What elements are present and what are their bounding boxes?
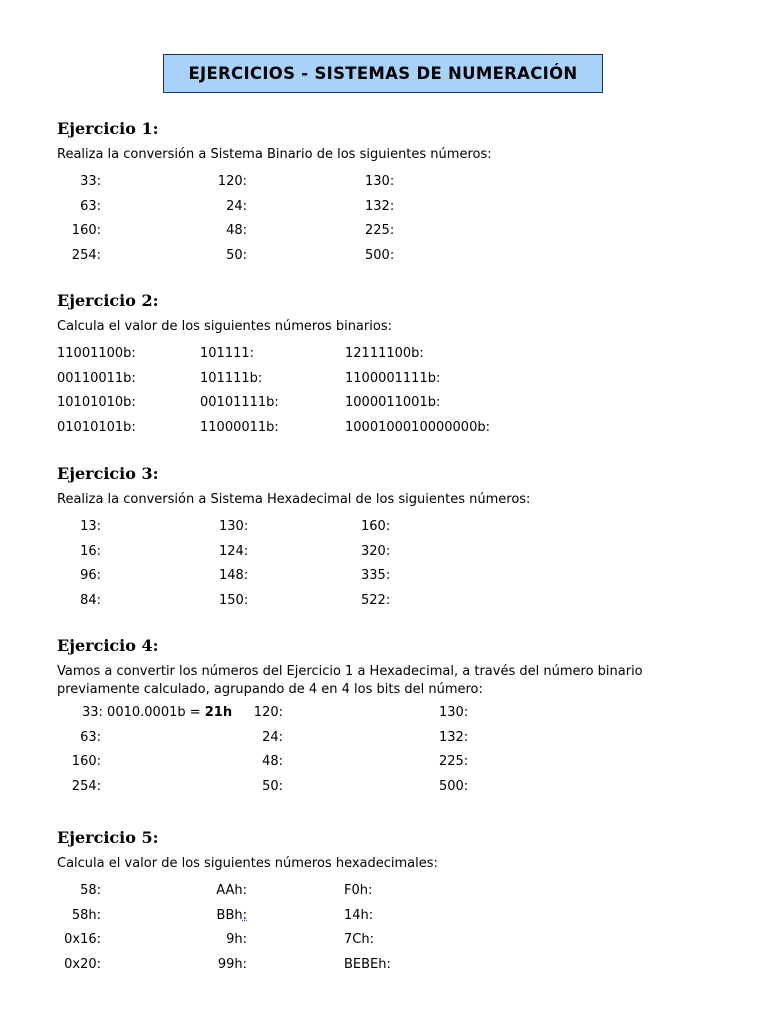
table-row (57, 195, 717, 220)
item: 1000100010000000b: (345, 419, 490, 435)
item: 58h: (71, 907, 101, 923)
item: F0h: (344, 883, 373, 898)
item: 101111b: (200, 370, 263, 386)
item: 48: (226, 223, 247, 238)
item: 99h: (217, 956, 247, 972)
table-row (57, 342, 717, 367)
item: 0x20: (64, 956, 101, 972)
item: 48: (262, 754, 283, 769)
item: 13: (80, 519, 101, 534)
item: 120: (253, 705, 283, 720)
exercise-3-intro: Realiza la conversión a Sistema Hexadecimal de los siguientes números: (57, 492, 531, 507)
item: 58: (80, 883, 101, 898)
item: 522: (361, 592, 391, 608)
exercise-3 (57, 464, 717, 613)
exercise-1-heading: Ejercicio 1: (57, 119, 159, 138)
example-prefix: 33: 0010.0001b = (82, 705, 205, 720)
exercise-4-grid (57, 701, 717, 799)
table-row (57, 879, 717, 904)
item: 150: (219, 592, 249, 608)
table-row (57, 540, 717, 565)
item: AAh: (216, 883, 247, 898)
item: 130: (439, 705, 469, 720)
exercise-1 (57, 119, 717, 268)
item: 50: (262, 778, 283, 794)
item: 132: (365, 198, 395, 214)
item: 16: (80, 543, 101, 559)
item: 124: (219, 543, 249, 559)
item: 225: (365, 223, 395, 238)
item: 101111: (200, 346, 255, 361)
item: 63: (80, 198, 101, 214)
item: 84: (80, 592, 101, 608)
table-row (57, 904, 717, 929)
exercise-5-intro: Calcula el valor de los siguientes números hexadecimales: (57, 856, 438, 871)
exercise-5 (57, 828, 717, 977)
exercise-1-intro: Realiza la conversión a Sistema Binario de los siguientes números: (57, 147, 492, 162)
exercise-1-grid (57, 170, 717, 268)
item: 160: (71, 754, 101, 769)
table-row (57, 170, 717, 195)
item: 24: (226, 198, 247, 214)
page-title: EJERCICIOS - SISTEMAS DE NUMERACIÓN (163, 54, 603, 93)
item: 335: (361, 568, 391, 583)
item: 00110011b: (57, 370, 136, 386)
item: 148: (219, 568, 249, 583)
item: 132: (439, 729, 469, 745)
table-row (57, 775, 717, 800)
item: 130: (365, 174, 395, 189)
item: 160: (71, 223, 101, 238)
item: 63: (80, 729, 101, 745)
item: 11000011b: (200, 419, 279, 435)
exercise-3-grid (57, 515, 717, 613)
example-result: 21h (204, 705, 233, 720)
exercise-5-heading: Ejercicio 5: (57, 828, 159, 847)
item: 00101111b: (200, 395, 279, 410)
table-row (57, 750, 717, 775)
exercise-4 (57, 636, 717, 799)
item: 14h: (344, 907, 374, 923)
item: 130: (219, 519, 249, 534)
table-row (57, 244, 717, 269)
item: 500: (365, 247, 395, 263)
item: 160: (361, 519, 391, 534)
table-row (57, 564, 717, 589)
exercise-2 (57, 291, 717, 440)
item: 96: (80, 568, 101, 583)
exercise-3-heading: Ejercicio 3: (57, 464, 159, 483)
table-row (57, 416, 717, 441)
table-row (57, 589, 717, 614)
exercise-2-grid (57, 342, 717, 440)
item: 24: (262, 729, 283, 745)
item: 120: (217, 174, 247, 189)
table-row (57, 726, 717, 751)
item: BEBEh: (344, 956, 391, 972)
table-row (57, 515, 717, 540)
item: 11001100b: (57, 346, 136, 361)
table-row (57, 391, 717, 416)
table-row (57, 953, 717, 978)
item: 1100001111b: (345, 370, 441, 386)
worked-example (82, 701, 232, 726)
item: 01010101b: (57, 419, 136, 435)
item: 12111100b: (345, 346, 424, 361)
item: 33: (80, 174, 101, 189)
underlined-colon: : (242, 907, 247, 923)
item: 500: (439, 778, 469, 794)
exercise-2-intro: Calcula el valor de los siguientes números binarios: (57, 319, 392, 334)
item: 225: (439, 754, 469, 769)
item: 7Ch: (344, 932, 374, 947)
item-text: BBh (216, 907, 243, 923)
item: 254: (71, 247, 101, 263)
table-row (57, 219, 717, 244)
table-row (57, 367, 717, 392)
item: 9h: (226, 932, 247, 947)
table-row (57, 701, 717, 726)
exercise-5-grid (57, 879, 717, 977)
item: 10101010b: (57, 395, 136, 410)
item: 254: (71, 778, 101, 794)
item: 50: (226, 247, 247, 263)
exercise-4-intro: Vamos a convertir los números del Ejercicio 1 a Hexadecimal, a través del número binario previamente calculado, agrupando de 4 en 4 los bits del número: (57, 664, 643, 697)
exercise-2-heading: Ejercicio 2: (57, 291, 159, 310)
item: 1000011001b: (345, 395, 441, 410)
item: 320: (361, 543, 391, 559)
exercise-4-heading: Ejercicio 4: (57, 636, 159, 655)
item: 0x16: (64, 932, 101, 947)
item (217, 904, 247, 929)
table-row (57, 928, 717, 953)
